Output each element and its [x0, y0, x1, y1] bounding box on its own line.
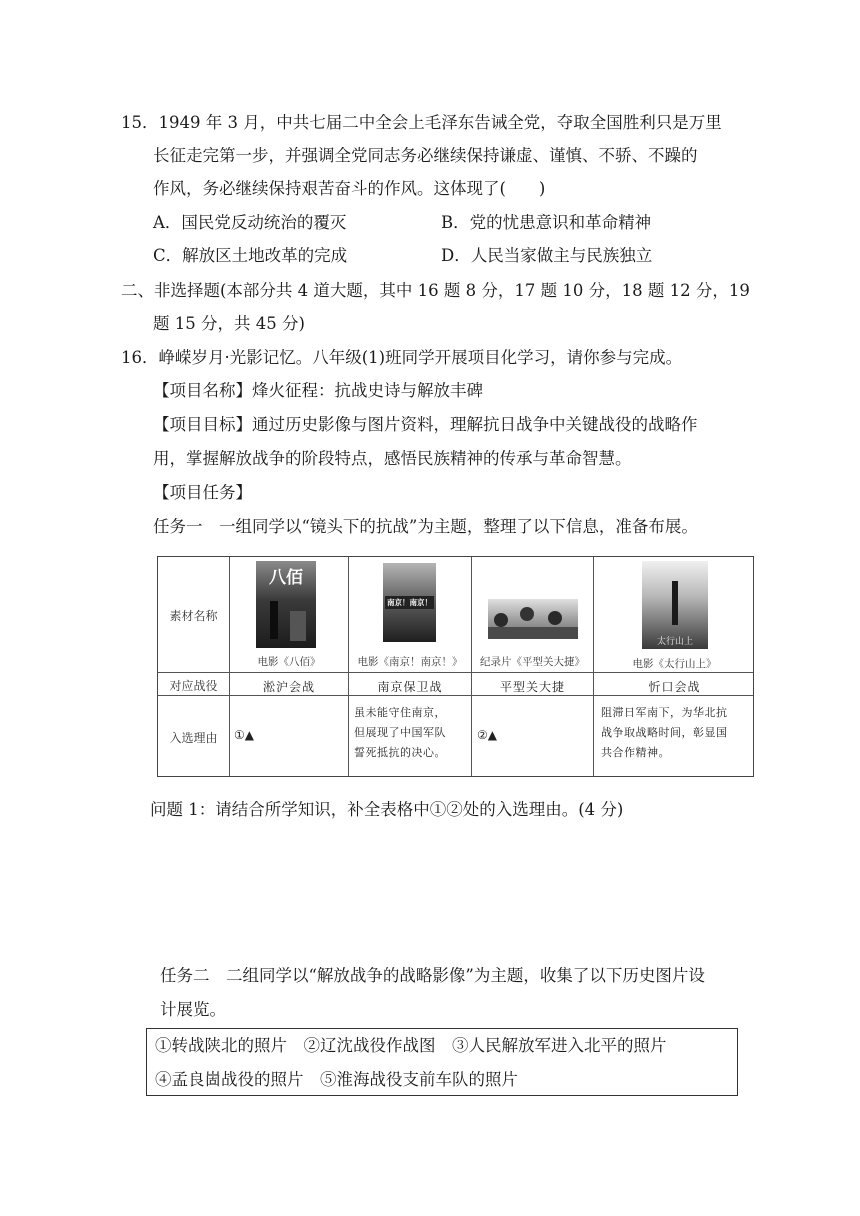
photo-list-line1: ①转战陕北的照片 ②辽沈战役作战图 ③人民解放军进入北平的照片	[155, 1036, 667, 1055]
material-caption: 电影《南京！南京！》	[357, 656, 463, 668]
q15-option-a[interactable]: A．国民党反动统治的覆灭	[153, 213, 347, 232]
reason-blank-1[interactable]: ①▲	[234, 728, 254, 742]
building-silhouette	[290, 611, 306, 641]
battle-table	[157, 556, 754, 777]
section2-heading-line2: 题 15 分，共 45 分)	[153, 314, 305, 333]
battle-cell: 淞沪会战	[262, 680, 315, 694]
q15-option-d[interactable]: D．人民当家做主与民族独立	[441, 246, 653, 265]
answer-space[interactable]	[146, 830, 738, 950]
row-header-reason: 入选理由	[169, 731, 218, 745]
task2-line1: 任务二 二组同学以“解放战争的战略影像”为主题，收集了以下历史图片设	[160, 966, 705, 985]
reason-cell-xinkou	[601, 703, 728, 763]
photo-list-line2: ④孟良崮战役的照片 ⑤淮海战役支前车队的照片	[155, 1070, 518, 1089]
q16-intro: 16．峥嵘岁月·光影记忆。八年级(1)班同学开展项目化学习，请你参与完成。	[121, 348, 683, 367]
photo-list-box	[146, 1028, 738, 1096]
reason-line: 誓死抵抗的决心。	[354, 746, 446, 759]
row-header-battle: 对应战役	[169, 679, 218, 693]
q16-goal-line2: 用，掌握解放战争的阶段特点，感悟民族精神的传承与革命智慧。	[153, 449, 632, 468]
reason-blank-2[interactable]: ②▲	[477, 728, 497, 742]
task2-line2: 计展览。	[160, 1000, 226, 1019]
reason-line: 但展现了中国军队	[354, 726, 446, 739]
poster-image	[256, 561, 316, 648]
poster-title: 太行山上	[656, 637, 693, 647]
poster-image	[383, 563, 436, 642]
battle-cell: 平型关大捷	[499, 680, 565, 694]
poster-title: 南京！南京！	[387, 598, 432, 607]
material-caption: 电影《太行山上》	[632, 658, 717, 670]
q15-stem-line3: 作风，务必继续保持艰苦奋斗的作风。这体现了( )	[153, 179, 546, 198]
soldier-silhouette	[672, 581, 678, 625]
battle-cell: 南京保卫战	[377, 680, 443, 694]
q15-option-b[interactable]: B．党的忧患意识和革命精神	[441, 213, 652, 232]
soldier-silhouette	[548, 611, 562, 625]
reason-cell-nanjing	[354, 703, 446, 763]
reason-line: 战争取战略时间，彰显国	[601, 726, 728, 739]
reason-line: 共合作精神。	[601, 746, 670, 759]
table-divider	[158, 695, 753, 696]
question-1: 问题 1：请结合所学知识，补全表格中①②处的入选理由。(4 分)	[150, 800, 624, 819]
q16-goal-line1: 【项目目标】通过历史影像与图片资料，理解抗日战争中关键战役的战略作	[153, 415, 698, 434]
soldier-silhouette	[520, 607, 534, 621]
table-divider	[158, 672, 753, 673]
ground-silhouette	[488, 627, 578, 639]
material-caption: 纪录片《平型关大捷》	[480, 656, 585, 668]
q16-project-name: 【项目名称】烽火征程：抗战史诗与解放丰碑	[153, 381, 483, 400]
soldier-silhouette	[494, 613, 508, 627]
reason-line: 阻滞日军南下，为华北抗	[601, 706, 728, 719]
q15-option-c[interactable]: C．解放区土地改革的完成	[153, 246, 348, 265]
soldier-silhouette	[270, 601, 278, 639]
section2-heading-line1: 二、非选择题(本部分共 4 道大题，其中 16 题 8 分，17 题 10 分，18 题 12 分，19	[121, 281, 750, 300]
row-header-material: 素材名称	[169, 609, 218, 623]
documentary-photo	[488, 599, 578, 639]
q15-stem-line1: 15．1949 年 3 月，中共七届二中全会上毛泽东告诫全党，夺取全国胜利只是万里	[121, 113, 722, 132]
battle-cell: 忻口会战	[648, 680, 701, 694]
q15-stem-line2: 长征走完第一步，并强调全党同志务必继续保持谦虚、谨慎、不骄、不躁的	[153, 146, 698, 165]
poster-image	[642, 561, 708, 649]
reason-line: 虽未能守住南京，	[354, 706, 446, 719]
poster-title: 八佰	[269, 568, 303, 588]
q16-task1: 任务一 一组同学以“镜头下的抗战”为主题，整理了以下信息，准备布展。	[153, 517, 698, 536]
material-caption: 电影《八佰》	[257, 656, 321, 668]
q16-task-heading: 【项目任务】	[153, 483, 252, 502]
